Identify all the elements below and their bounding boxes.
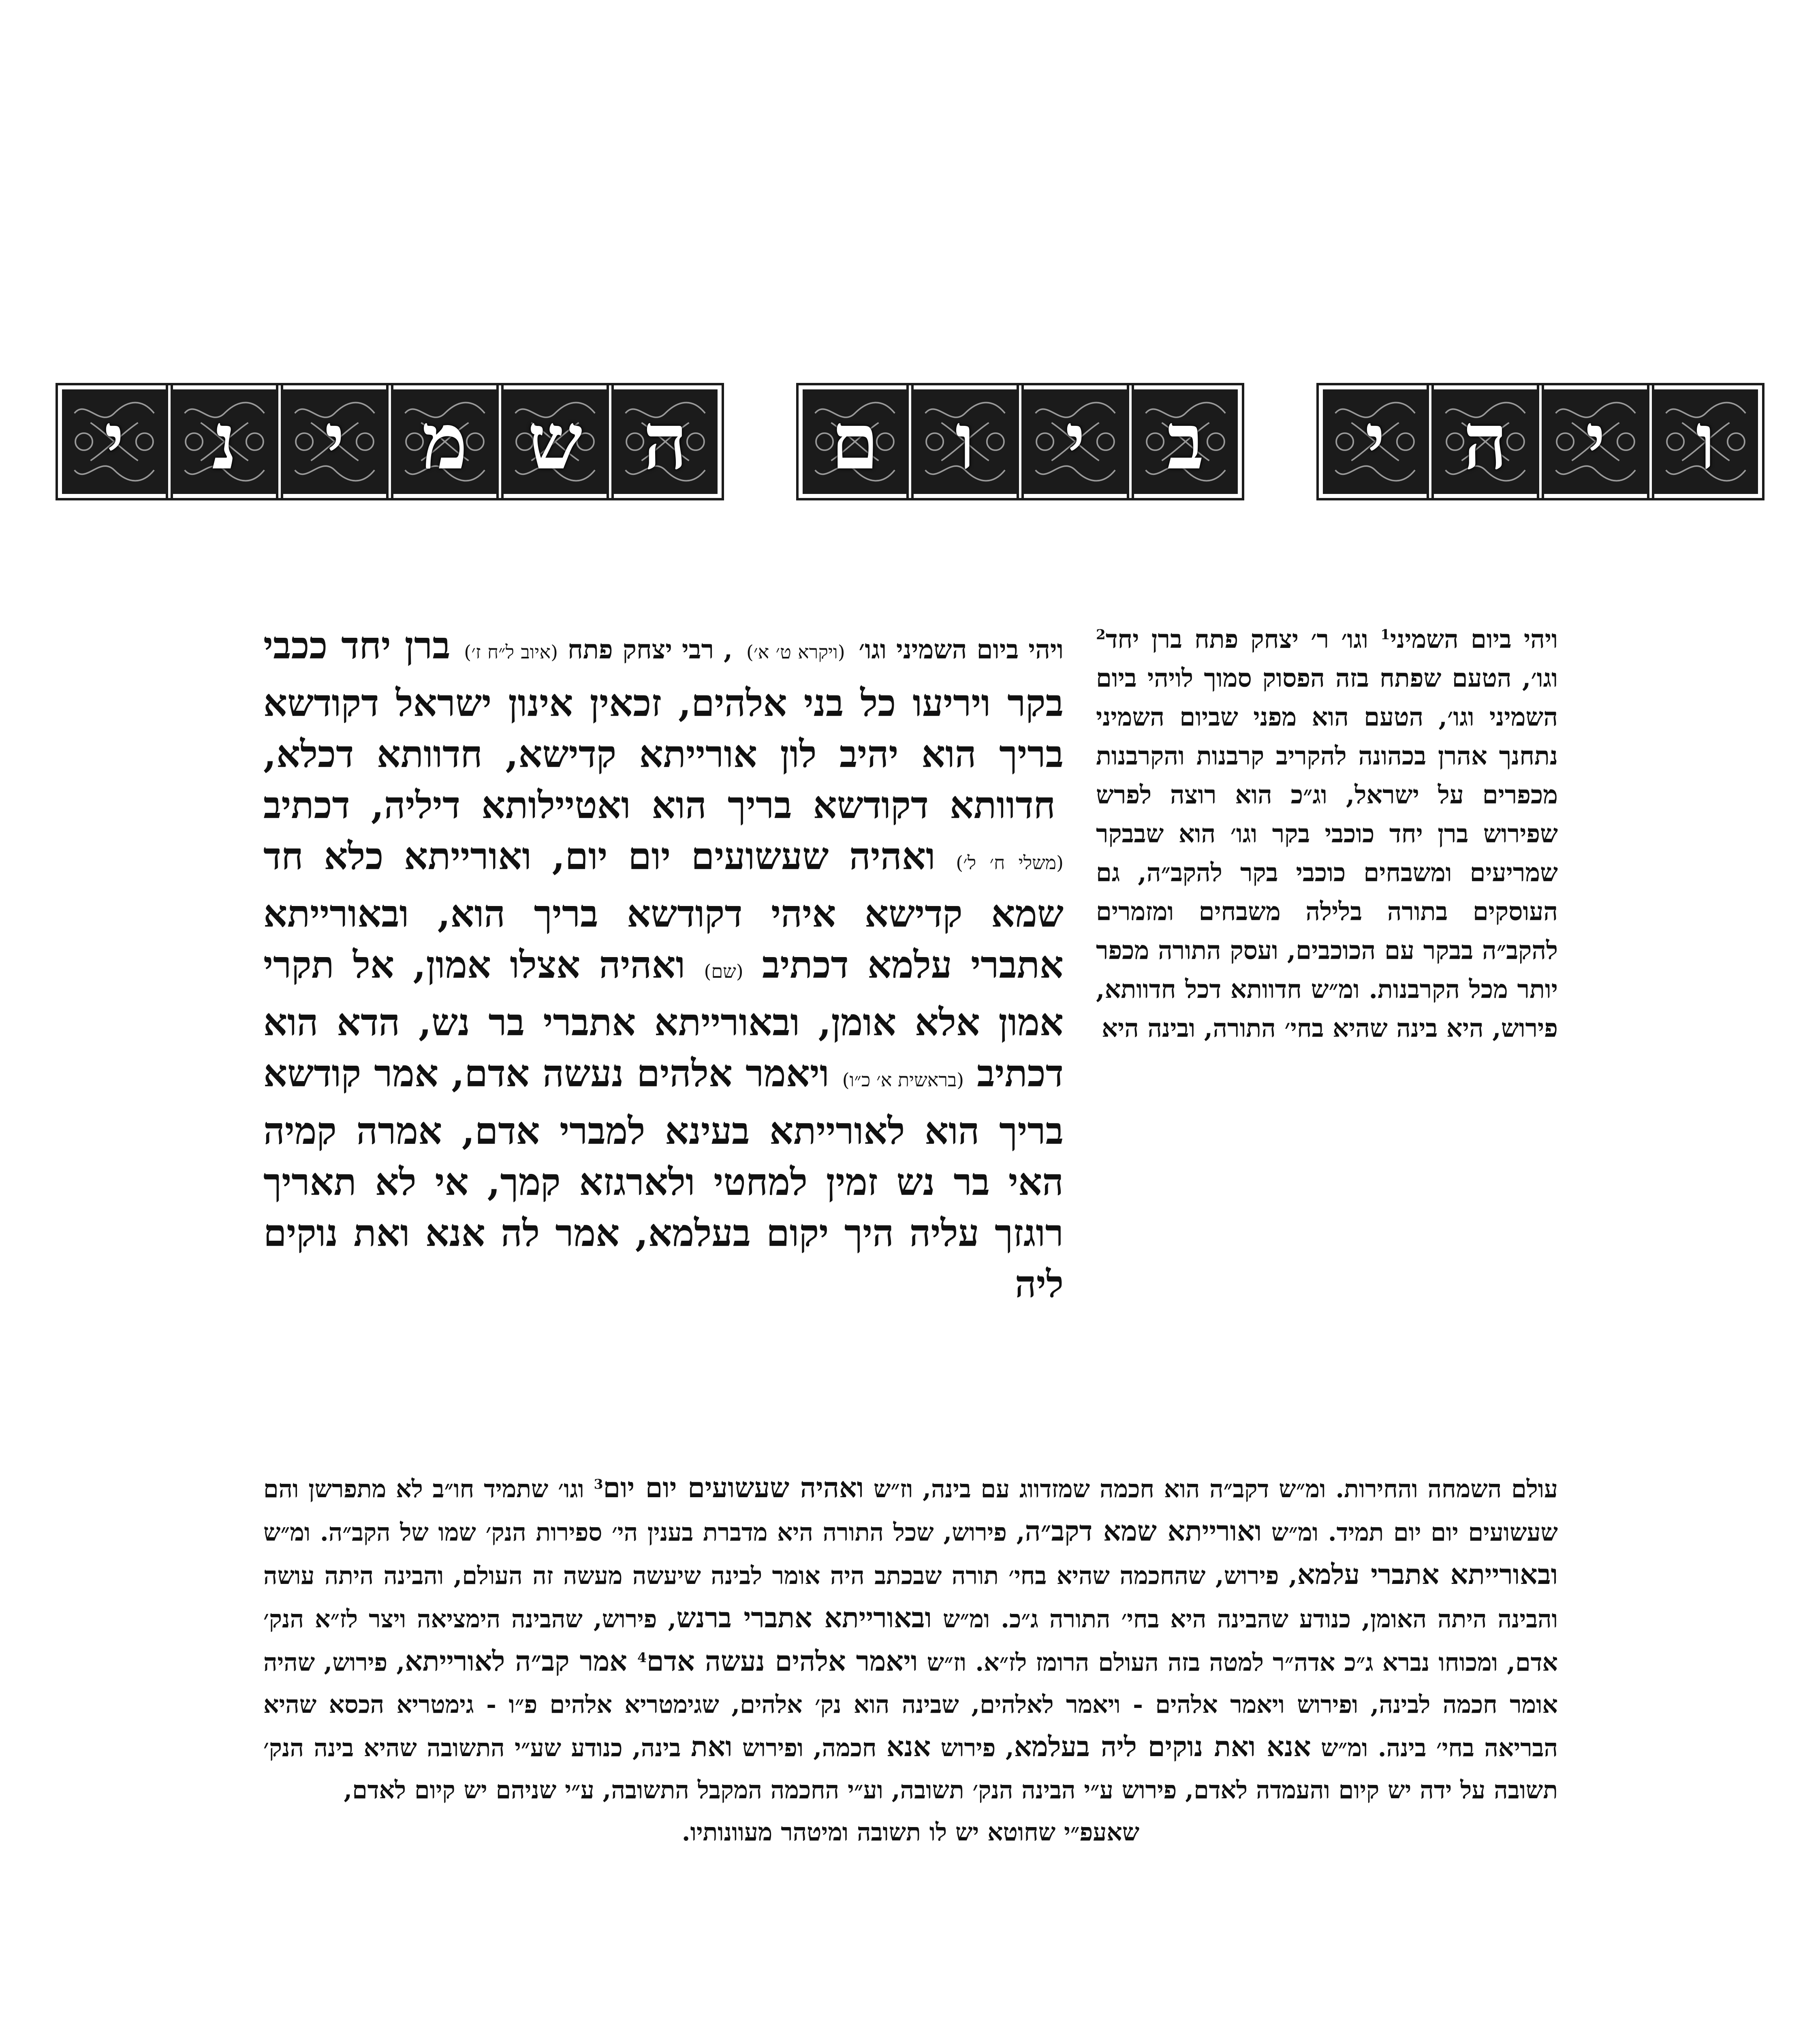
keyword: אמר קב״ה לאורייתא (405, 1645, 638, 1678)
ornamental-letter-box (1653, 389, 1758, 494)
source-reference: (משלי ח׳ ל׳) (956, 852, 1064, 874)
commentary-text: וגו׳, הטעם שפתח בזה הפסוק סמוך לויהי ביום השמיני וגו׳, הטעם הוא מפני שביום השמיני נתחנך אהרן בכהונה להקריב קרבנות והקרבנות מכפרים על ישראל, וג״כ הוא רוצה לפרש שפירוש ברן יחד כוכבי בקר וגו׳ הוא שבבקר שמריעים ומשבחים כוכבי בקר להקב״ה, גם העוסקים בתורה בלילה משבחים ומזמרים להקב״ה בבקר עם הכוכבים, ועסק התורה מכפר יותר מכל הקרבנות. ומ״ש חדוותא דכל חדוותא, פירוש, היא בינה שהיא בחי׳ התורה, ובינה היא (1096, 663, 1558, 1043)
footnote-marker: 3 (594, 1476, 603, 1492)
commentary-paragraph (1096, 620, 1558, 1048)
commentary-text: , פירוש (931, 1734, 1014, 1762)
ornamental-letter-box (172, 389, 277, 494)
keyword: ובאורייתא אתברי עלמא (1297, 1558, 1558, 1591)
title-letter: י (325, 396, 345, 487)
title-letter: י (104, 396, 124, 487)
ornamental-letter-box (393, 389, 497, 494)
ornamental-letter-box (1433, 389, 1538, 494)
ornamental-letter-box (1543, 389, 1648, 494)
title-word-2 (803, 389, 1238, 494)
footnote-marker: 2 (1096, 626, 1106, 643)
zohar-text: ברן יחד ככבי בקר ויריעו כל בני אלהים, זכאין אינון ישראל דקודשא בריך הוא יהיב לון אורייתא קדישא, חדוותא דכלא, חדוותא דקודשא בריך הוא ואטיילותא דיליה, דכתיב (263, 624, 1064, 827)
commentary-text: , פירוש, שהיה אומר חכמה לבינה, ופירוש ויאמר אלהים - ויאמר לאלהים, שבינה הוא נק׳ אלהים, שגימטריא אלהים פ״ו - גימטריא הכסא שהיא הבריאה בחי׳ בינה. ומ״ש (263, 1648, 1558, 1762)
title-letter: ם (831, 396, 879, 487)
title-word-1 (1323, 389, 1758, 494)
ornamental-letter-box (1323, 389, 1427, 494)
commentary-continuation (263, 1467, 1558, 2026)
commentary-text: , פירוש, שהבינה הימציאה ויצר לז״א הנק׳ אדם, ומכוחו נברא ג״כ אדה״ר למטה בזה העולם הרומז לז״א. וז״ש (263, 1605, 1558, 1677)
keyword: ואורייתא שמא דקב״ה (1025, 1515, 1262, 1547)
commentary-text: בינה, כנודע שע״י התשובה שהיא בינה הנק׳ תשובה על ידה יש קיום והעמדה לאדם, פירוש ע״י הבינה הנק׳ תשובה, וע״י החכמה המקבל התשובה, ע״י שניהם יש קיום לאדם, (263, 1734, 1558, 1804)
commentary-column (1096, 620, 1558, 1463)
source-reference: (בראשית א׳ כ״ו) (842, 1069, 964, 1091)
ornamental-letter-box (803, 389, 907, 494)
footnote-marker: 1 (1380, 626, 1390, 643)
title-letter: י (1065, 396, 1085, 487)
title-letter: נ (212, 396, 237, 487)
commentary-text: וגו׳ ר׳ יצחק פתח ברן יחד (1105, 624, 1381, 654)
ornamental-letter-box (1023, 389, 1128, 494)
ornamental-letter-box (62, 389, 167, 494)
ornamental-letter-box (282, 389, 387, 494)
ornamental-letter-box (613, 389, 718, 494)
closing-line: שאעפ״י שחוטא יש לו תשובה ומיטהר מעוונותיו. (681, 1818, 1140, 1846)
zohar-opening: ויהי ביום השמיני וגו׳ (859, 635, 1064, 665)
title-letter: ש (528, 396, 583, 487)
zohar-text: ואהיה אצלו אמון, אל תקרי אמון אלא אומן, ובאורייתא אתברי בר נש, הדא הוא דכתיב (263, 943, 1064, 1095)
keyword: ואהיה שעשועים יום יום (603, 1472, 864, 1504)
commentary-text: , פירוש, שכל התורה היא מדברת בענין הי׳ ספירות הנק׳ שמו של הקב״ה. ומ״ש (263, 1518, 1025, 1547)
title-letter: ב (1167, 396, 1204, 487)
commentary-text: חכמה, ופירוש (732, 1734, 887, 1762)
zohar-text: ויאמר אלהים נעשה אדם, אמר קודשא בריך הוא לאורייתא בעינא למברי אדם, אמרה קמיה האי בר נש זמין למחטי ולארגזא קמך, אי לא תאריך רוגזך עליה היך יקום בעלמא, אמר לה אנא ואת נוקים ליה (263, 1051, 1064, 1306)
title-letter: ו (1696, 396, 1716, 487)
ornamental-letter-box (1133, 389, 1238, 494)
keyword: ואת (691, 1731, 733, 1763)
page-title (0, 381, 1820, 502)
title-letter: י (1365, 396, 1385, 487)
title-letter: ו (955, 396, 975, 487)
zohar-text: , רבי יצחק פתח (558, 635, 733, 665)
footnote-marker: 4 (637, 1650, 647, 1665)
title-letter: מ (422, 396, 468, 487)
title-letter: ה (1463, 396, 1508, 487)
zohar-text-column (263, 620, 1064, 1438)
commentary-text: , פירוש, שהחכמה שהיא בחי׳ תורה שבכתב היה אומר לבינה שיעשה מעשה זה העולם, והבינה היתה עושה והבינה היתה האומן, כנודע שהבינה היא בחי׳ התורה ג״כ. ומ״ש (263, 1562, 1558, 1633)
keyword: ובאורייתא אתברי ברנש (676, 1602, 932, 1634)
commentary-text: ויהי ביום השמיני (1390, 624, 1558, 654)
keyword: אנא (886, 1731, 931, 1763)
source-reference: (איוב ל״ח ז׳) (464, 641, 558, 663)
keyword: אנא ואת נוקים ליה בעלמא (1014, 1731, 1311, 1763)
ornamental-letter-box (913, 389, 1017, 494)
ornamental-letter-box (503, 389, 607, 494)
title-word-3 (62, 389, 718, 494)
zohar-text: ואהיה שעשועים יום יום, ואורייתא כלא חד שמא קדישא איהי דקודשא בריך הוא, ובאורייתא אתברי עלמא דכתיב (263, 834, 1064, 987)
source-reference: (שם) (704, 960, 743, 982)
keyword: ויאמר אלהים נעשה אדם (647, 1645, 918, 1678)
source-reference: (ויקרא ט׳ א׳) (746, 641, 845, 663)
commentary-text: עולם השמחה והחירות. ומ״ש דקב״ה הוא חכמה שמזדווג עם בינה, וז״ש (864, 1475, 1558, 1503)
title-letter: ה (643, 396, 688, 487)
commentary-text: וגו׳ שתמיד חו״ב לא מתפרשן והם שעשועים יום יום תמיד. ומ״ש (263, 1475, 1558, 1547)
title-letter: י (1585, 396, 1606, 487)
